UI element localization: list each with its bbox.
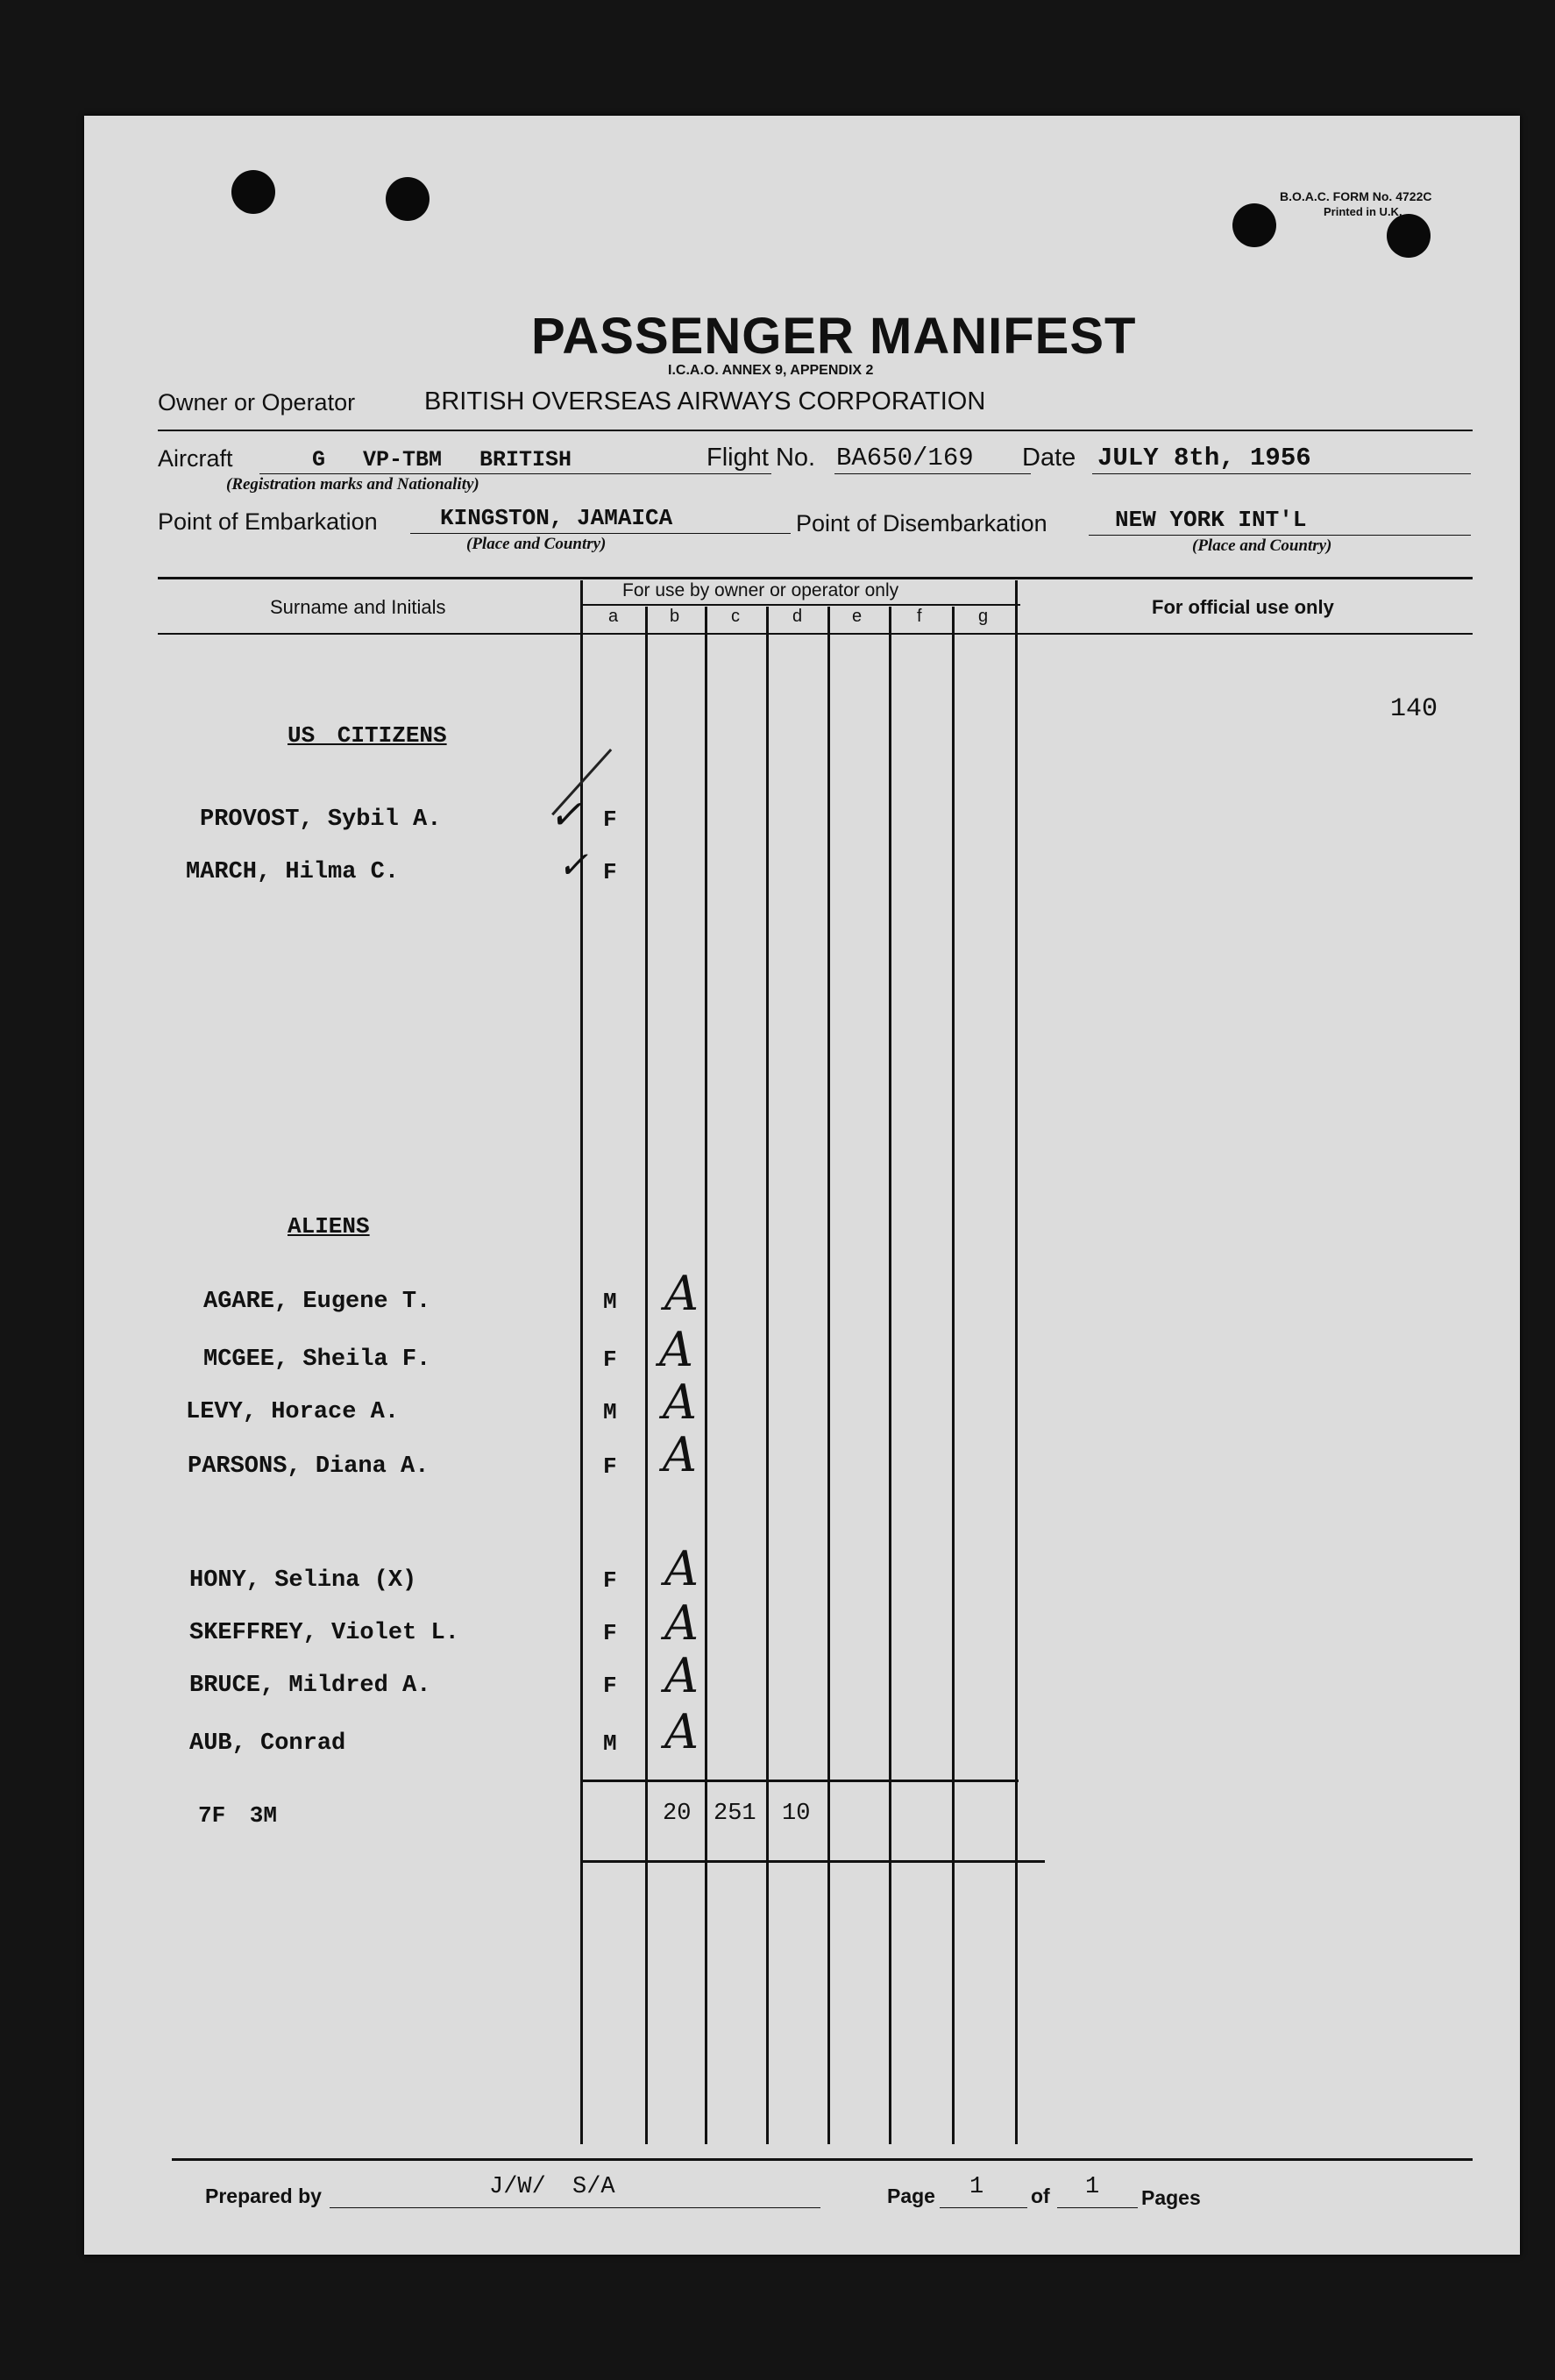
aircraft-value: G VP-TBM BRITISH <box>312 447 572 472</box>
owner-value: BRITISH OVERSEAS AIRWAYS CORPORATION <box>424 387 986 416</box>
passenger-sex: F <box>603 1453 617 1480</box>
subcol-b: b <box>670 607 680 626</box>
page-underline <box>940 2207 1027 2208</box>
flight-underline <box>834 473 1031 474</box>
check-mark: ✓ <box>557 843 589 886</box>
flight-value: BA650/169 <box>836 444 974 472</box>
passenger-sex: F <box>603 1567 617 1594</box>
page-subtitle: I.C.A.O. ANNEX 9, APPENDIX 2 <box>668 363 874 378</box>
date-value: JULY 8th, 1956 <box>1097 444 1311 472</box>
total-b: 20 <box>663 1801 692 1827</box>
handwritten-mark: A <box>663 1427 697 1482</box>
embark-underline <box>410 533 791 534</box>
disembark-value: NEW YORK INT'L <box>1115 507 1307 533</box>
page-title: PASSENGER MANIFEST <box>531 308 1137 365</box>
col-line <box>1015 580 1018 2144</box>
totals-top-line <box>580 1780 1019 1782</box>
handwritten-mark: A <box>659 1322 693 1377</box>
aircraft-label: Aircraft <box>158 445 233 472</box>
col-line <box>827 607 830 2144</box>
col-official-header: For official use only <box>1152 596 1334 618</box>
subcol-a: a <box>608 607 619 626</box>
form-number: B.O.A.C. FORM No. 4722C <box>1280 189 1432 203</box>
embark-label: Point of Embarkation <box>158 508 378 535</box>
check-mark: ✓ <box>549 791 583 838</box>
printed-in: Printed in U.K. <box>1324 205 1402 218</box>
handwritten-mark: A <box>664 1648 699 1703</box>
header-bottom-line <box>158 633 1473 635</box>
date-label: Date <box>1022 444 1076 472</box>
passenger-name: HONY, Selina (X) <box>189 1567 417 1594</box>
manifest-sheet <box>84 116 1520 2255</box>
of-label: of <box>1031 2185 1050 2207</box>
embark-note: (Place and Country) <box>466 535 607 553</box>
passenger-sex: F <box>603 1620 617 1646</box>
total-c: 251 <box>714 1801 756 1827</box>
handwritten-mark: A <box>664 1266 699 1321</box>
of-value: 1 <box>1085 2174 1100 2200</box>
passenger-sex: F <box>603 1346 617 1373</box>
passenger-name: SKEFFREY, Violet L. <box>189 1620 459 1646</box>
table-top-line <box>158 577 1473 579</box>
official-number: 140 <box>1390 694 1438 724</box>
passenger-name: AGARE, Eugene T. <box>203 1289 431 1315</box>
date-underline <box>1092 473 1471 474</box>
flight-label: Flight No. <box>706 444 816 472</box>
passenger-name: AUB, Conrad <box>189 1730 346 1757</box>
passenger-sex: F <box>603 859 617 885</box>
page-label: Page <box>887 2185 935 2207</box>
subcol-g: g <box>978 607 989 626</box>
of-underline <box>1057 2207 1138 2208</box>
passenger-sex: M <box>603 1289 617 1315</box>
passenger-name: LEVY, Horace A. <box>186 1399 400 1425</box>
subcol-c: c <box>731 607 740 626</box>
subcol-d: d <box>792 607 803 626</box>
subheader-line <box>582 604 1020 606</box>
embark-value: KINGSTON, JAMAICA <box>440 505 673 531</box>
passenger-sex: F <box>603 806 617 833</box>
aircraft-note: (Registration marks and Nationality) <box>226 475 479 494</box>
col-surname-header: Surname and Initials <box>270 596 446 618</box>
aircraft-underline <box>259 473 771 474</box>
pages-label: Pages <box>1141 2186 1201 2209</box>
divider <box>158 430 1473 431</box>
punch-hole <box>386 177 430 221</box>
owner-label: Owner or Operator <box>158 389 356 416</box>
passenger-sex: F <box>603 1673 617 1699</box>
total-d: 10 <box>782 1801 811 1827</box>
handwritten-mark: A <box>664 1541 699 1596</box>
disembark-label: Point of Disembarkation <box>796 510 1047 536</box>
handwritten-mark: A <box>663 1375 697 1430</box>
prepared-label: Prepared by <box>205 2185 322 2207</box>
handwritten-mark: A <box>664 1595 699 1651</box>
punch-hole <box>1387 214 1431 258</box>
disembark-note: (Place and Country) <box>1192 536 1332 555</box>
totals-label: 7F 3M <box>198 1802 278 1829</box>
page-value: 1 <box>969 2174 984 2200</box>
footer-line <box>172 2158 1473 2161</box>
col-line <box>889 607 891 2144</box>
section-us-citizens: US CITIZENS <box>288 722 447 749</box>
col-line <box>645 607 648 2144</box>
col-line <box>952 607 955 2144</box>
disembark-underline <box>1089 535 1471 536</box>
passenger-name: BRUCE, Mildred A. <box>189 1673 431 1699</box>
prepared-underline <box>330 2207 820 2208</box>
prepared-value: J/W/ S/A <box>489 2174 615 2200</box>
col-line <box>766 607 769 2144</box>
passenger-name: MARCH, Hilma C. <box>186 859 400 885</box>
passenger-sex: M <box>603 1730 617 1757</box>
passenger-name: MCGEE, Sheila F. <box>203 1346 431 1373</box>
subcol-f: f <box>917 607 922 626</box>
punch-hole <box>231 170 275 214</box>
col-owner-use-header: For use by owner or operator only <box>622 580 899 600</box>
totals-bottom-line <box>580 1860 1045 1863</box>
subcol-e: e <box>852 607 863 626</box>
col-line <box>705 607 707 2144</box>
handwritten-mark: A <box>664 1704 699 1759</box>
passenger-name: PROVOST, Sybil A. <box>200 806 442 833</box>
passenger-name: PARSONS, Diana A. <box>188 1453 430 1480</box>
section-aliens: ALIENS <box>288 1213 370 1240</box>
punch-hole <box>1232 203 1276 247</box>
passenger-sex: M <box>603 1399 617 1425</box>
